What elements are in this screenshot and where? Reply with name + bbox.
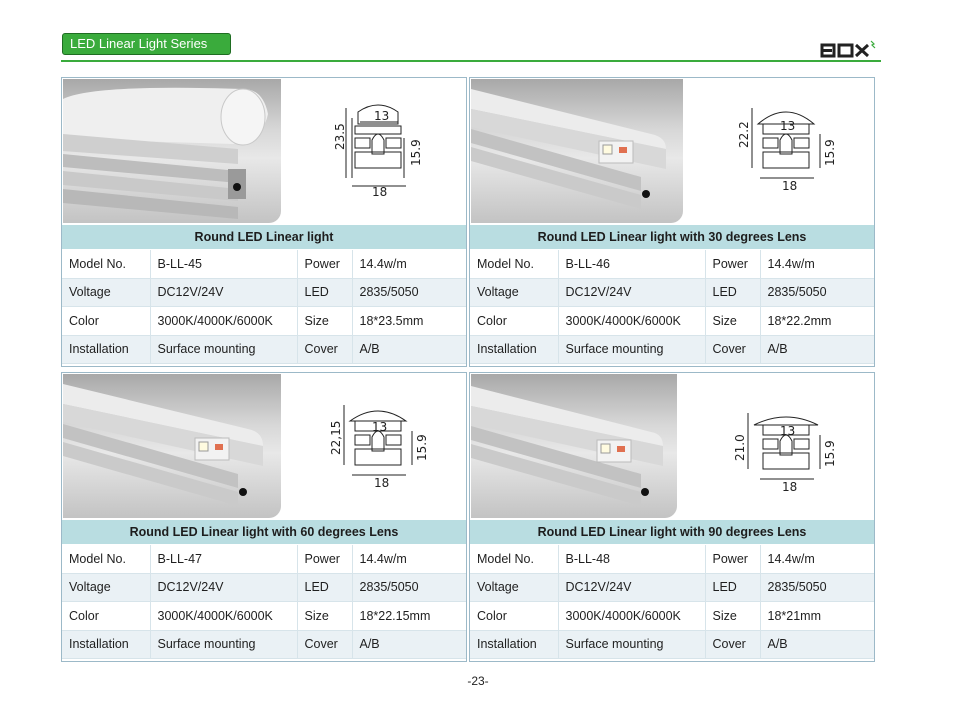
- product-photo: [63, 374, 281, 518]
- spec-label: Cover: [705, 630, 760, 659]
- spec-value: B-LL-47: [150, 545, 297, 573]
- spec-label: LED: [297, 573, 352, 602]
- spec-value: 18*22.2mm: [760, 307, 874, 336]
- profile-drawing: [300, 88, 450, 218]
- spec-label: Installation: [470, 630, 558, 659]
- profile-drawing: [300, 383, 450, 513]
- dim-width: 18: [374, 476, 390, 490]
- spec-label: Size: [297, 307, 352, 336]
- spec-value: 3000K/4000K/6000K: [150, 602, 297, 631]
- spec-label: Size: [297, 602, 352, 631]
- dim-height: 23.5: [333, 123, 347, 150]
- spec-value: A/B: [352, 335, 466, 364]
- product-card: [469, 372, 875, 662]
- spec-value: B-LL-45: [150, 250, 297, 278]
- dim-width: 18: [782, 179, 798, 193]
- product-title: Round LED Linear light: [62, 225, 466, 249]
- spec-label: Voltage: [470, 278, 558, 307]
- spec-label: Color: [62, 307, 150, 336]
- dim-inner: 13: [780, 119, 796, 133]
- spec-label: LED: [705, 278, 760, 307]
- spec-label: Power: [705, 250, 760, 278]
- spec-label: Power: [297, 545, 352, 573]
- spec-value: 2835/5050: [760, 573, 874, 602]
- spec-value: B-LL-48: [558, 545, 705, 573]
- dim-base: 15.9: [823, 440, 837, 467]
- spec-label: Color: [62, 602, 150, 631]
- product-card: [61, 372, 467, 662]
- spec-value: DC12V/24V: [150, 573, 297, 602]
- spec-value: 3000K/4000K/6000K: [558, 307, 705, 336]
- spec-label: Cover: [297, 335, 352, 364]
- spec-label: Model No.: [470, 250, 558, 278]
- spec-label: Model No.: [62, 250, 150, 278]
- product-card: [469, 77, 875, 367]
- spec-label: Color: [470, 602, 558, 631]
- dim-inner: 13: [374, 109, 390, 123]
- spec-value: 3000K/4000K/6000K: [558, 602, 705, 631]
- spec-value: 2835/5050: [352, 278, 466, 307]
- spec-label: Cover: [297, 630, 352, 659]
- spec-label: Color: [470, 307, 558, 336]
- page-number: -23-: [467, 674, 489, 688]
- spec-value: A/B: [352, 630, 466, 659]
- dim-width: 18: [782, 480, 798, 494]
- spec-label: Model No.: [470, 545, 558, 573]
- profile-drawing: [708, 383, 858, 513]
- spec-value: 14.4w/m: [760, 545, 874, 573]
- spec-value: DC12V/24V: [558, 278, 705, 307]
- spec-label: Installation: [62, 335, 150, 364]
- profile-drawing: [708, 88, 858, 218]
- spec-value: Surface mounting: [150, 335, 297, 364]
- spec-value: 18*23.5mm: [352, 307, 466, 336]
- spec-table: [470, 545, 874, 659]
- spec-label: Size: [705, 307, 760, 336]
- spec-label: Voltage: [62, 573, 150, 602]
- spec-label: Installation: [62, 630, 150, 659]
- spec-value: 14.4w/m: [352, 545, 466, 573]
- product-title: Round LED Linear light with 60 degrees Lens: [62, 520, 466, 544]
- spec-value: DC12V/24V: [150, 278, 297, 307]
- spec-table: [62, 545, 466, 659]
- product-photo: [471, 79, 683, 223]
- spec-table: [62, 250, 466, 364]
- dim-base: 15.9: [823, 139, 837, 166]
- spec-label: Installation: [470, 335, 558, 364]
- spec-value: 14.4w/m: [760, 250, 874, 278]
- spec-value: Surface mounting: [558, 335, 705, 364]
- spec-label: LED: [705, 573, 760, 602]
- spec-value: DC12V/24V: [558, 573, 705, 602]
- brand-logo: [818, 40, 878, 60]
- product-title: Round LED Linear light with 30 degrees Lens: [470, 225, 874, 249]
- spec-value: A/B: [760, 335, 874, 364]
- spec-value: 2835/5050: [760, 278, 874, 307]
- spec-label: Power: [705, 545, 760, 573]
- spec-label: Voltage: [62, 278, 150, 307]
- dim-inner: 13: [780, 424, 796, 438]
- spec-value: 3000K/4000K/6000K: [150, 307, 297, 336]
- header-divider: [61, 60, 881, 62]
- product-photo: [471, 374, 677, 518]
- spec-label: Size: [705, 602, 760, 631]
- spec-label: Power: [297, 250, 352, 278]
- dim-height: 22,15: [329, 420, 343, 455]
- spec-label: LED: [297, 278, 352, 307]
- dim-height: 21.0: [733, 434, 747, 461]
- dim-inner: 13: [372, 420, 388, 434]
- dim-base: 15.9: [415, 434, 429, 461]
- spec-value: 18*21mm: [760, 602, 874, 631]
- spec-value: Surface mounting: [150, 630, 297, 659]
- spec-value: 18*22.15mm: [352, 602, 466, 631]
- spec-label: Model No.: [62, 545, 150, 573]
- series-label: LED Linear Light Series: [62, 33, 231, 55]
- dim-base: 15.9: [409, 139, 423, 166]
- product-title: Round LED Linear light with 90 degrees Lens: [470, 520, 874, 544]
- product-photo: [63, 79, 281, 223]
- spec-value: 14.4w/m: [352, 250, 466, 278]
- spec-value: A/B: [760, 630, 874, 659]
- spec-table: [470, 250, 874, 364]
- spec-value: Surface mounting: [558, 630, 705, 659]
- spec-value: B-LL-46: [558, 250, 705, 278]
- dim-height: 22.2: [737, 121, 751, 148]
- dim-width: 18: [372, 185, 388, 199]
- spec-value: 2835/5050: [352, 573, 466, 602]
- spec-label: Voltage: [470, 573, 558, 602]
- product-card: [61, 77, 467, 367]
- spec-label: Cover: [705, 335, 760, 364]
